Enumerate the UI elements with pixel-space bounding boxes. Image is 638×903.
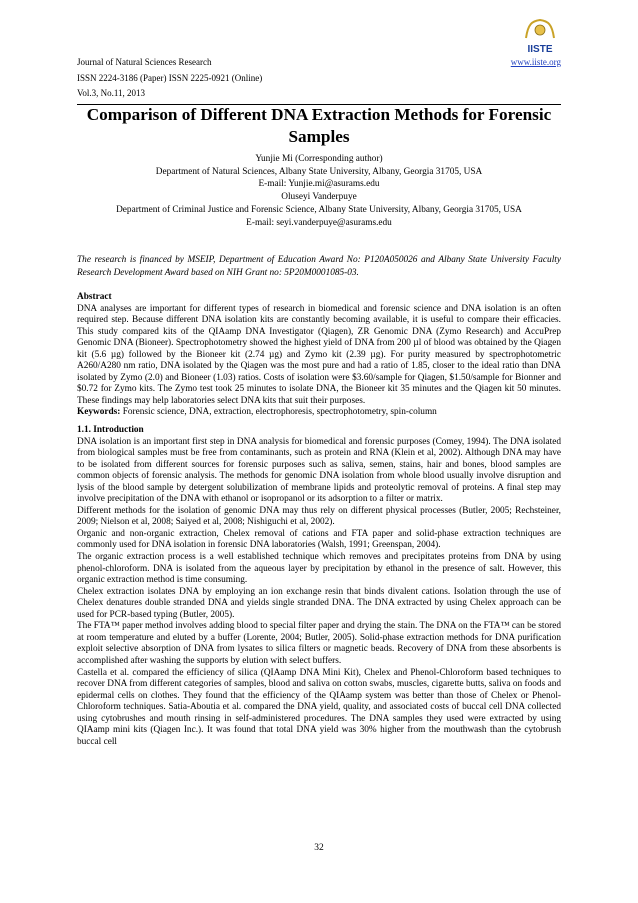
- intro-paragraph: Organic and non-organic extraction, Chelex removal of cations and FTA paper and solid-phase extraction techniques are commonly used for DNA isolation in forensic DNA laboratories (Walsh, 1991; Greenspan, 2004).: [77, 528, 561, 551]
- author-1-email: E-mail: Yunjie.mi@asurams.edu: [258, 179, 380, 190]
- keywords-label: Keywords:: [77, 407, 121, 418]
- logo-text: IISTE: [527, 44, 553, 55]
- introduction-heading: 1.1. Introduction: [77, 425, 144, 436]
- funding-note: The research is financed by MSEIP, Department of Education Award No: P120A050026 and Albany State University Faculty Research Development Award based on NIH Grant no: 5P20M0001085-03.: [77, 255, 561, 278]
- iiste-logo: [519, 16, 561, 58]
- author-2-name: Oluseyi Vanderpuye: [281, 192, 357, 203]
- journal-url-link[interactable]: www.iiste.org: [510, 57, 561, 67]
- volume-line: Vol.3, No.11, 2013: [77, 88, 146, 98]
- intro-paragraph: Chelex extraction isolates DNA by employing an ion exchange resin that binds divalent cations. Isolation through the use of Chelex denatures double stranded DNA and yields single stranded DNA. The DNA extracted by using Chelex approach can be used for PCR-based typing (Butler, 2005).: [77, 586, 561, 620]
- intro-paragraph: The FTA™ paper method involves adding blood to special filter paper and drying the stain. The DNA on the FTA™ can be stored at room temperature and eluted by a buffer (Lorente, 2004; Butler, 2005). Solid-phase extraction methods for DNA purification exploit selective absorption of DNA from lysates to silica filters or magnetic beads. Recovery of DNA from these absorbents is accomplished after washing the supports by elution with select buffers.: [77, 621, 561, 666]
- keywords-line: [77, 407, 561, 419]
- author-1-affiliation: Department of Natural Sciences, Albany State University, Albany, Georgia 31705, USA: [155, 166, 483, 177]
- abstract-heading: Abstract: [77, 292, 112, 302]
- intro-paragraph: DNA isolation is an important first step in DNA analysis for biomedical and forensic purposes (Comey, 1994). The DNA isolated from biological samples must be free from contaminants, such as protein and RNA (Klein et al, 2002). Although DNA may have to be isolated from different sources for forensic purposes such as saliva, semen, stains, hair and bones, blood samples are common objects of forensic analysis. The methods for genomic DNA isolation from whole blood usually involve disruption and lysis of the blood sample by detergent solubilization of membrane lipids and proteolytic removal of proteins. A final step may involve precipitation of the DNA with ethanol or isopropanol or its adsorption to a filter or matrix.: [77, 436, 561, 505]
- page-number: 32: [314, 843, 324, 853]
- intro-paragraph: Different methods for the isolation of genomic DNA may thus rely on different physical processes (Butler, 2005; Rechsteiner, 2009; Nielson et al, 2008; Saiyed et al, 2008; Nishiguchi et al, 2002).: [77, 505, 561, 528]
- author-block: [77, 153, 561, 229]
- author-1-name: Yunjie Mi (Corresponding author): [255, 154, 383, 164]
- author-2-email: E-mail: seyi.vanderpuye@asurams.edu: [246, 217, 392, 228]
- abstract-text: DNA analyses are important for different types of research in biomedical and forensic science and DNA isolation is an often required step. Because different DNA isolation kits are constantly becoming available, it is useful to compare their efficacies. This study compared kits of the QIAamp DNA Investigator (Qiagen), ZR Genomic DNA (Zymo Research) and AccuPrep Genomic DNA (Bioneer). Spectrophotometry showed the highest yield of DNA from 200 µl of blood was obtained by the Qiagen kit (5.6 µg) followed by the Bioneer kit (2.74 µg) and Zymo kit (2.39 µg). For purity measured by spectrophotometric A260/A280 nm ratio, DNA isolated by the Qiagen was the most pure and had a ratio of 1.85, closer to the ideal ratio than DNA isolated by Zymo (2.0) and Bioneer (1.03) ratios. Costs of isolation were $3.60/sample for Qiagen, $1.50/sample for Bionner and $0.72 for Zymo kits. The Zymo test took 25 minutes to isolate DNA, the Bioneer kit 35 minutes and the Qiagen kit 50 minutes. These findings may help laboratories select DNA kits that suit their purposes.: [77, 303, 561, 406]
- journal-name: Journal of Natural Sciences Research: [77, 57, 212, 67]
- author-2-affiliation: Department of Criminal Justice and Forensic Science, Albany State University, Albany, Georgia 31705, USA: [116, 204, 522, 215]
- intro-paragraph: The organic extraction process is a well established technique which removes and precipitates proteins from DNA by using phenol-chloroform. DNA is isolated from the aqueous layer by precipitation by ethanol in the presence of salt. However, this organic extraction method is time consuming.: [77, 552, 561, 586]
- paper-title: Comparison of Different DNA Extraction Methods for Forensic Samples: [86, 105, 552, 146]
- issn-line: ISSN 2224-3186 (Paper) ISSN 2225-0921 (Online): [77, 72, 263, 83]
- keywords-text: Forensic science, DNA, extraction, electrophoresis, spectrophotometry, spin-column: [120, 407, 437, 418]
- running-header: [77, 55, 561, 102]
- intro-paragraph: Castella et al. compared the efficiency of silica (QIAamp DNA Mini Kit), Chelex and Phenol-Chloroform based techniques to recover DNA from different categories of samples, blood and saliva on cotton swabs, muscles, cigarette butts, saliva on foods and epidermal cells on clothes. They found that the efficiency of the QIAamp system was better than those of Chelex or Phenol-Chloroform techniques. Satia-Aboutia et al. compared the DNA yield, quality, and associated costs of buccal cell DNA collected using cytobrushes and mouth rinsing in self-administered procedures. The DNA samples they used were extracted by using QIAamp mini kits (Qiagen Inc.). It was found that total DNA yield was 30% higher from the mouthwash than the cytobrush buccal cell: [77, 667, 561, 747]
- paper-body: [77, 292, 561, 748]
